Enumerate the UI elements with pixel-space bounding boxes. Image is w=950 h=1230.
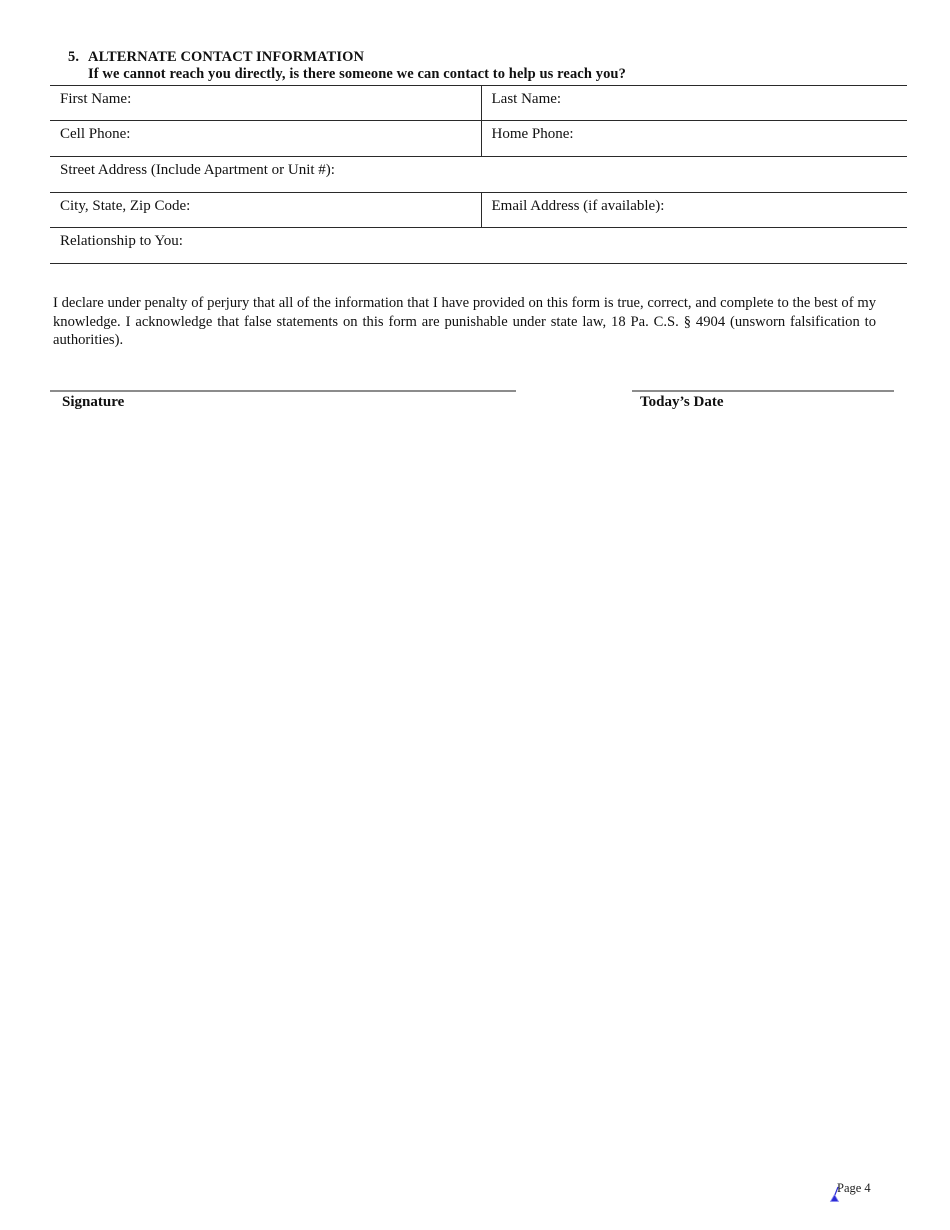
field-label: Street Address (Include Apartment or Unit #): — [60, 162, 335, 178]
field-label: Home Phone: — [491, 126, 574, 142]
field-cell-phone[interactable] — [50, 121, 481, 157]
field-last-name[interactable] — [481, 86, 907, 121]
declaration-paragraph: I declare under penalty of perjury that all of the information that I have provided on this form is true, correct, and complete to the best of my knowledge. I acknowledge that false statements on this form are punishable under state law, 18 Pa. C.S. § 4904 (unsworn falsification to authorities). — [53, 295, 876, 349]
date-line[interactable] — [632, 390, 894, 392]
field-label: Relationship to You: — [60, 233, 183, 249]
field-city-state-zip[interactable] — [50, 193, 481, 228]
section-title: ALTERNATE CONTACT INFORMATION — [88, 49, 365, 65]
table-row — [50, 193, 907, 228]
field-first-name[interactable] — [50, 86, 481, 121]
table-row — [50, 157, 907, 193]
field-relationship[interactable] — [50, 228, 907, 264]
signature-line[interactable] — [50, 390, 516, 392]
table-row — [50, 228, 907, 264]
field-label: Cell Phone: — [60, 126, 131, 142]
date-label: Today’s Date — [640, 394, 724, 410]
table-row — [50, 86, 907, 121]
field-label: City, State, Zip Code: — [60, 198, 191, 214]
section-number: 5. — [68, 49, 80, 65]
field-email-address[interactable] — [481, 193, 907, 228]
page-number: Page 4 — [837, 1181, 871, 1195]
field-label: Last Name: — [491, 91, 562, 107]
contact-info-table — [50, 85, 907, 264]
field-street-address[interactable] — [50, 157, 907, 193]
section-subtitle: If we cannot reach you directly, is there someone we can contact to help us reach you? — [88, 65, 626, 82]
section-header — [68, 49, 626, 82]
signature-label: Signature — [62, 394, 125, 410]
table-row — [50, 121, 907, 157]
field-label: First Name: — [60, 91, 132, 107]
section-title-line — [68, 49, 626, 66]
field-home-phone[interactable] — [481, 121, 907, 157]
field-label: Email Address (if available): — [491, 198, 665, 214]
